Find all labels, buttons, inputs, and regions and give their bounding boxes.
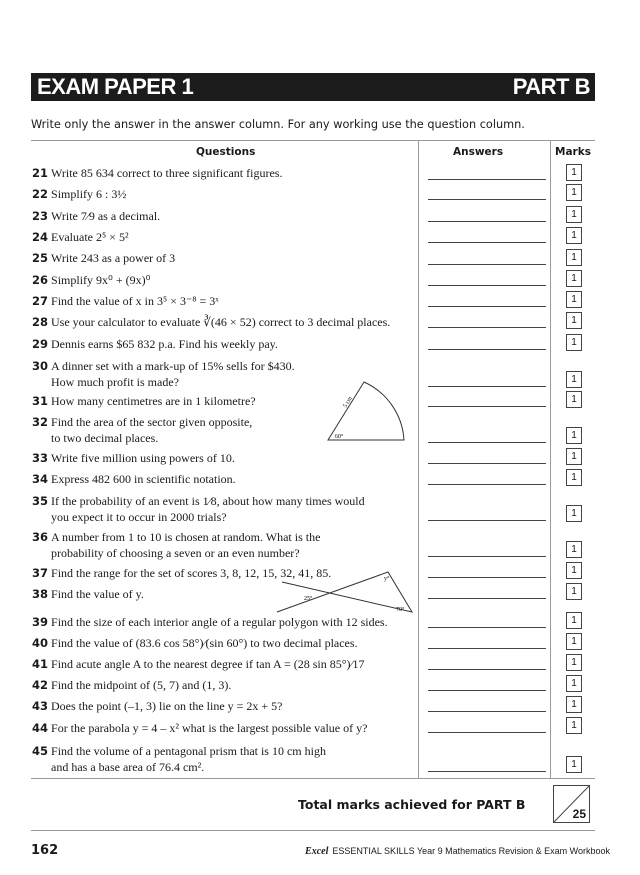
question-35	[32, 494, 365, 525]
question-text: Write 7⁄9 as a decimal.	[51, 209, 161, 223]
question-38	[32, 587, 144, 603]
sector-angle-label: 60°	[335, 434, 344, 440]
marks-box: 1	[566, 391, 582, 408]
marks-box: 1	[566, 562, 582, 579]
question-text: Write 85 634 correct to three significant figures.	[51, 166, 283, 180]
question-text: If the probability of an event is 1⁄8, about how many times would	[51, 494, 365, 508]
marks-box: 1	[566, 164, 582, 181]
question-43	[32, 699, 283, 715]
question-number: 37	[32, 566, 49, 580]
question-text: Find the value of (83.6 cos 58°)⁄(sin 60°) to two decimal places.	[51, 636, 358, 650]
question-26	[32, 273, 150, 289]
question-text: Simplify 6 : 3½	[51, 187, 127, 201]
marks-box: 1	[566, 696, 582, 713]
question-text: Does the point (–1, 3) lie on the line y = 2x + 5?	[51, 699, 283, 713]
question-text-continued: and has a base area of 76.4 cm².	[51, 759, 205, 774]
answer-field[interactable]	[428, 556, 546, 557]
marks-box: 1	[566, 291, 582, 308]
footer-rule	[31, 830, 595, 831]
page-number: 162	[31, 843, 59, 858]
question-number: 24	[32, 230, 49, 244]
answer-field[interactable]	[428, 732, 546, 733]
question-text: Express 482 600 in scientific notation.	[51, 472, 236, 486]
marks-box: 1	[566, 469, 582, 486]
marks-box: 1	[566, 654, 582, 671]
answer-field[interactable]	[428, 349, 546, 350]
question-text-continued: you expect it to occur in 2000 trials?	[51, 509, 227, 524]
answer-field[interactable]	[428, 771, 546, 772]
question-number: 38	[32, 587, 49, 601]
question-30	[32, 359, 295, 390]
question-number: 44	[32, 721, 49, 735]
marks-box: 1	[566, 541, 582, 558]
answer-field[interactable]	[428, 327, 546, 328]
question-number: 30	[32, 359, 49, 373]
answer-field[interactable]	[428, 690, 546, 691]
question-number: 43	[32, 699, 49, 713]
question-number: 35	[32, 494, 49, 508]
question-text: Use your calculator to evaluate ∛(46 × 52) correct to 3 decimal places.	[51, 315, 391, 329]
answers-header: Answers	[453, 146, 504, 158]
answer-field[interactable]	[428, 520, 546, 521]
question-33	[32, 451, 235, 467]
question-number: 31	[32, 394, 49, 408]
question-text: Evaluate 2⁵ × 5²	[51, 230, 129, 244]
answer-field[interactable]	[428, 463, 546, 464]
book-title: ESSENTIAL SKILLS Year 9 Mathematics Revision & Exam Workbook	[332, 846, 610, 856]
marks-box: 1	[566, 312, 582, 329]
table-top-rule	[31, 140, 595, 141]
marks-box: 1	[566, 448, 582, 465]
instructions: Write only the answer in the answer column. For any working use the question column.	[31, 118, 525, 131]
question-42	[32, 678, 231, 694]
question-text: Find the area of the sector given opposite,	[51, 415, 253, 429]
table-bottom-rule	[31, 778, 595, 779]
question-text: Find the volume of a pentagonal prism that is 10 cm high	[51, 744, 326, 758]
question-number: 25	[32, 251, 49, 265]
question-text-continued: How much profit is made?	[51, 374, 179, 389]
question-number: 21	[32, 166, 49, 180]
marks-box: 1	[566, 505, 582, 522]
question-text: How many centimetres are in 1 kilometre?	[51, 394, 256, 408]
question-text: Find the value of y.	[51, 587, 144, 601]
answer-field[interactable]	[428, 484, 546, 485]
total-out-of: 25	[572, 807, 586, 821]
question-24	[32, 230, 129, 246]
question-text: Find the midpoint of (5, 7) and (1, 3).	[51, 678, 232, 692]
sector-radius-label: 5 cm	[342, 395, 354, 410]
question-25	[32, 251, 175, 267]
question-number: 23	[32, 209, 49, 223]
question-text: A number from 1 to 10 is chosen at random. What is the	[51, 530, 321, 544]
question-number: 40	[32, 636, 49, 650]
question-text: A dinner set with a mark-up of 15% sells for $430.	[51, 359, 295, 373]
question-number: 28	[32, 315, 49, 329]
question-23	[32, 209, 160, 225]
answer-field[interactable]	[428, 598, 546, 599]
question-27	[32, 294, 219, 310]
question-text: Write 243 as a power of 3	[51, 251, 176, 265]
question-34	[32, 472, 236, 488]
answer-field[interactable]	[428, 386, 546, 387]
question-text: Simplify 9x⁰ + (9x)⁰	[51, 273, 151, 287]
question-number: 22	[32, 187, 49, 201]
footer-book-title	[305, 846, 610, 857]
marks-box: 1	[566, 227, 582, 244]
marks-box: 1	[566, 270, 582, 287]
question-text: Write five million using powers of 10.	[51, 451, 235, 465]
question-40	[32, 636, 358, 652]
marks-box: 1	[566, 583, 582, 600]
question-text: Find the range for the set of scores 3, 8, 12, 15, 32, 41, 85.	[51, 566, 332, 580]
answer-field[interactable]	[428, 711, 546, 712]
question-text-continued: to two decimal places.	[51, 430, 159, 445]
answer-field[interactable]	[428, 406, 546, 407]
questions-header: Questions	[196, 146, 256, 158]
question-44	[32, 721, 367, 737]
answer-field[interactable]	[428, 627, 546, 628]
marks-box: 1	[566, 717, 582, 734]
question-number: 36	[32, 530, 49, 544]
question-number: 33	[32, 451, 49, 465]
answer-field[interactable]	[428, 264, 546, 265]
question-text: Find the value of x in 3⁵ × 3⁻⁸ = 3ˣ	[51, 294, 219, 308]
marks-box: 1	[566, 756, 582, 773]
angle-y-label: y°	[384, 576, 390, 582]
answer-field[interactable]	[428, 221, 546, 222]
marks-box: 1	[566, 427, 582, 444]
question-number: 42	[32, 678, 49, 692]
column-divider	[418, 140, 419, 778]
question-number: 45	[32, 744, 49, 758]
question-number: 39	[32, 615, 49, 629]
answer-field[interactable]	[428, 669, 546, 670]
question-32	[32, 415, 252, 446]
question-number: 29	[32, 337, 49, 351]
question-29	[32, 337, 278, 353]
question-number: 41	[32, 657, 49, 671]
question-22	[32, 187, 126, 203]
question-text: Find acute angle A to the nearest degree if tan A = (28 sin 85°)⁄17	[51, 657, 365, 671]
question-28	[32, 315, 390, 331]
question-21	[32, 166, 282, 182]
part-label: PART B	[512, 74, 590, 99]
marks-box: 1	[566, 371, 582, 388]
question-text: Dennis earns $65 832 p.a. Find his weekly pay.	[51, 337, 278, 351]
question-text: For the parabola y = 4 – x² what is the largest possible value of y?	[51, 721, 368, 735]
marks-box: 1	[566, 206, 582, 223]
sector-diagram	[320, 378, 410, 444]
total-marks-box[interactable]	[553, 785, 590, 823]
paper-title: EXAM PAPER 1	[37, 74, 194, 99]
marks-box: 1	[566, 249, 582, 266]
marks-box: 1	[566, 612, 582, 629]
question-text: Find the size of each interior angle of a regular polygon with 12 sides.	[51, 615, 388, 629]
angle-25-label: 25°	[304, 596, 313, 602]
answer-field[interactable]	[428, 285, 546, 286]
marks-box: 1	[566, 633, 582, 650]
marks-box: 1	[566, 334, 582, 351]
question-number: 32	[32, 415, 49, 429]
triangles-diagram	[272, 568, 418, 618]
marks-box: 1	[566, 675, 582, 692]
question-number: 27	[32, 294, 49, 308]
marks-box: 1	[566, 184, 582, 201]
column-divider	[550, 140, 551, 778]
marks-header: Marks	[555, 146, 591, 158]
answer-field[interactable]	[428, 242, 546, 243]
header-banner	[31, 73, 595, 101]
answer-field[interactable]	[428, 442, 546, 443]
question-41	[32, 657, 365, 673]
brand-logo: Excel	[305, 846, 329, 857]
answer-field[interactable]	[428, 306, 546, 307]
question-31	[32, 394, 256, 410]
question-text-continued: probability of choosing a seven or an even number?	[51, 545, 300, 560]
angle-70-label: 70°	[396, 607, 405, 613]
answer-field[interactable]	[428, 648, 546, 649]
question-number: 34	[32, 472, 49, 486]
answer-field[interactable]	[428, 199, 546, 200]
question-45	[32, 744, 326, 775]
question-number: 26	[32, 273, 49, 287]
answer-field[interactable]	[428, 577, 546, 578]
question-36	[32, 530, 320, 561]
total-marks-label: Total marks achieved for PART B	[298, 797, 526, 812]
answer-field[interactable]	[428, 179, 546, 180]
